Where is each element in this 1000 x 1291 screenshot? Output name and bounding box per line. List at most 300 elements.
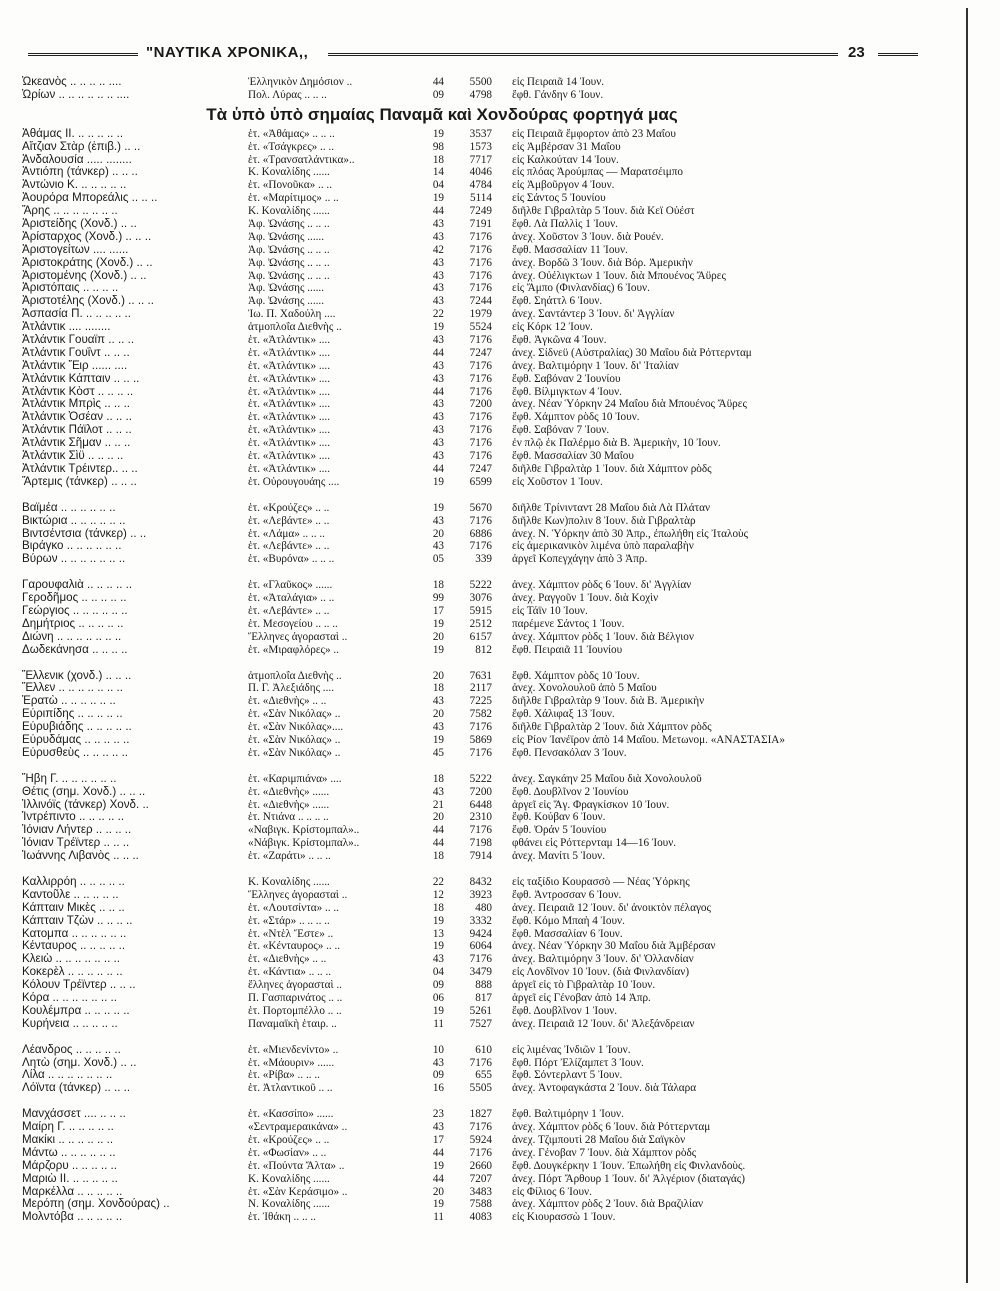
build-year: 18: [432, 579, 444, 592]
ship-row: [22, 528, 862, 541]
build-year: 43: [432, 437, 444, 450]
ship-listing: [22, 76, 862, 1224]
ship-row: [22, 192, 862, 205]
tonnage: 9424: [469, 927, 492, 940]
ship-group: [22, 579, 862, 656]
build-year: 43: [432, 411, 444, 424]
ship-name: Γαρουφαλιὰ .. .. .. .. ..: [22, 579, 133, 592]
ship-status: ἔφθ. Κούβαν 6 Ἰουν.: [512, 811, 606, 824]
ship-status: εἰς Καλκούταν 14 Ἰουν.: [512, 153, 619, 166]
section-title: Τὰ ὑπὸ ὑπὸ σημαίας Παναμᾶ καὶ Χονδούρας φορτηγά μας: [206, 104, 678, 124]
ship-row: [22, 218, 862, 231]
ship-owner: ἑτ. «Βυρόνα» .. .. ..: [248, 553, 335, 566]
ship-status: ἀνεχ. Χάμπτον ρὸδς 6 Ἰουν. διὰ Ρόττερνταμ: [512, 1121, 711, 1134]
tonnage: 7176: [469, 230, 492, 243]
build-year: 11: [433, 1211, 444, 1224]
ship-name: Γεροδῆμος .. .. .. .. ..: [22, 592, 127, 605]
ship-row: [22, 1057, 862, 1070]
ship-owner: Ἀφ. Ὠνάσης ......: [248, 282, 325, 295]
ship-owner: ἑτ. «Κένταυρος» .. ..: [248, 940, 341, 953]
tonnage: 7176: [469, 953, 492, 966]
ship-status: ἀνεχ. Γένοβαν 7 Ἰουν. διὰ Χάμπτον ρὸδς: [512, 1146, 697, 1159]
ship-owner: ἑτ. «Λεβάντε» .. ..: [248, 540, 330, 553]
ship-name: Κυρήνεια .. .. .. .. ..: [22, 1017, 118, 1030]
ship-row: [22, 424, 862, 437]
build-year: 43: [432, 695, 444, 708]
ship-owner: «Σεντραμεραικάνα» ..: [248, 1121, 348, 1134]
ship-row: [22, 437, 862, 450]
build-year: 18: [432, 772, 444, 785]
ship-status: ἔφθ. Χάμπτον ρὸδς 10 Ἰουν.: [512, 669, 640, 682]
group-separator: [22, 863, 862, 876]
ship-row: [22, 837, 862, 850]
build-year: 43: [432, 359, 444, 372]
ship-owner: ἑτ. «Ἀτλάντικ» ....: [248, 437, 331, 450]
ship-owner: ἑτ. «Ἀτλάντικ» ....: [248, 450, 331, 463]
ship-row: [22, 128, 862, 141]
build-year: 98: [432, 140, 444, 153]
ship-name: Λίλα .. .. .. .. .. .. ..: [22, 1069, 113, 1082]
ship-status: ἀνεχ. Βορδῶ 3 Ἰουν. διὰ Βόρ. Ἀμερικὴν: [512, 256, 693, 269]
ship-owner: ἑτ. «Διεθνὴς» ......: [248, 798, 330, 811]
ship-status: εἰς Κιουρασσὼ 1 Ἰουν.: [512, 1211, 616, 1224]
ship-owner: ἑτ. «Ρίβα» .. .. ..: [248, 1069, 320, 1082]
tonnage: 3923: [469, 888, 492, 901]
ship-status: εἰς Ἀμβέρσαν 31 Μαΐου: [512, 140, 621, 153]
ship-row: [22, 850, 862, 863]
ship-name: Μαριὼ ΙΙ. .. .. .. .. ..: [22, 1172, 118, 1185]
ship-owner: ἑτ. «Πονοῦκα» .. ..: [248, 179, 333, 192]
ship-name: Ὠκεανὸς .. .. .. .. ....: [22, 76, 122, 88]
tonnage: 5505: [469, 1082, 492, 1095]
ship-owner: Ν. Κοναλίδης ......: [248, 1198, 330, 1211]
ship-row: [22, 154, 862, 167]
ship-name: Μαίρη Γ. .. .. .. .. ..: [22, 1121, 114, 1134]
ship-name: Κατομπα .. .. .. .. .. ..: [22, 927, 127, 940]
build-year: 43: [432, 334, 444, 347]
ship-status: ἀνεχ. Πειραιᾶ 12 Ἰουν. δι' ἀνοικτὸν πέλαγος: [512, 901, 711, 914]
ship-name: Κοκερὲλ .. .. .. .. .. ..: [22, 966, 123, 979]
ship-row: [22, 979, 862, 992]
ship-owner: Κ. Κοναλίδης ......: [248, 875, 330, 888]
ship-status: εἰς Χοῦστον 1 Ἰουν.: [512, 475, 603, 488]
tonnage: 7176: [469, 540, 492, 553]
ship-status: διῆλθε Γιβραλτὰρ 2 Ἰουν. διὰ Χάμπτον ρὸδς: [512, 721, 712, 734]
tonnage: 5869: [469, 733, 492, 746]
ship-row: [22, 141, 862, 154]
ship-row: [22, 1173, 862, 1186]
build-year: 44: [432, 76, 444, 88]
ship-name: Μακίκι .. .. .. .. .. ..: [22, 1134, 114, 1147]
ship-name: Ἐρατὼ .. .. .. .. .. ..: [22, 695, 116, 708]
ship-status: ἔφθ. Σαβόναν 7 Ἰουν.: [512, 424, 610, 437]
build-year: 19: [432, 914, 444, 927]
build-year: 20: [432, 811, 444, 824]
build-year: 42: [432, 243, 444, 256]
ship-row: [22, 889, 862, 902]
ship-row: [22, 295, 862, 308]
ship-name: Ἥβη Γ. .. .. .. .. .. ..: [22, 772, 117, 785]
ship-name: Βιράγκο .. .. .. .. .. ..: [22, 540, 122, 553]
ship-row: [22, 811, 862, 824]
build-year: 05: [432, 553, 444, 566]
ship-name: Ἀτλάντικ Γουΐντ .. .. ..: [22, 346, 130, 359]
build-year: 09: [432, 979, 444, 992]
tonnage: 5924: [469, 1134, 492, 1147]
ship-status: ἔφθ. Δουβλῖνον 1 Ἰουν.: [512, 1004, 618, 1017]
tonnage: 7588: [469, 1198, 492, 1211]
ship-name: Μανχάσσετ .... .. .. ..: [22, 1108, 126, 1121]
ship-row: [22, 1044, 862, 1057]
ship-name: Ἀτλάντικ Ὀσέαν .. .. ..: [22, 411, 133, 424]
tonnage: 3483: [469, 1185, 492, 1198]
build-year: 16: [432, 1082, 444, 1095]
ship-status: ἀργεῖ εἰς τὸ Γιβραλτὰρ 10 Ἰουν.: [512, 979, 656, 992]
build-year: 17: [432, 604, 444, 617]
ship-owner: ἑτ. «Διεθνὴς» ......: [248, 785, 330, 798]
ship-owner: ἑτ. «Ἀθάμας» .. .. ..: [248, 127, 335, 140]
page-edge: [966, 8, 968, 1283]
ship-row: [22, 734, 862, 747]
tonnage: 7176: [469, 359, 492, 372]
ship-name: Εὐρυσθεὺς .. .. .. .. ..: [22, 746, 129, 759]
build-year: 19: [432, 475, 444, 488]
build-year: 04: [432, 179, 444, 192]
tonnage: 7176: [469, 282, 492, 295]
ship-name: Εὐρυβιάδης .. .. .. .. ..: [22, 721, 132, 734]
ship-status: ἔφθ. Χάμπτον ρὸδς 10 Ἰουν.: [512, 411, 640, 424]
build-year: 19: [432, 733, 444, 746]
ship-name: Κόρα .. .. .. .. .. .. ..: [22, 992, 117, 1004]
ship-name: Ἀτλάντικ .... ........: [22, 321, 111, 334]
build-year: 44: [432, 1146, 444, 1159]
ship-row: [22, 786, 862, 799]
tonnage: 7176: [469, 437, 492, 450]
ship-name: Ἄρης .. .. .. .. .. .. ..: [22, 205, 118, 218]
ship-owner: Ἀφ. Ὠνάσης .. .. ..: [248, 218, 330, 231]
ship-status: εἰς ταξίδιο Κουρασσὸ — Νέας Ὑόρκης: [512, 875, 690, 888]
ship-status: ἀνεχ. Σαγκάην 25 Μαΐου διὰ Χονολουλοῦ: [512, 772, 702, 785]
ship-name: Ἀσπασία Π. .. .. .. .. ..: [22, 308, 131, 321]
ship-owner: Πολ. Λύρας .. .. ..: [248, 88, 327, 101]
ship-status: εἰς Ἀμβοῦργον 4 Ἰουν.: [512, 179, 615, 192]
build-year: 43: [432, 282, 444, 295]
ship-name: Δωδεκάνησα .. .. .. ..: [22, 643, 128, 656]
ship-owner: Παναμαϊκὴ ἑταιρ. ..: [248, 1017, 337, 1030]
ship-owner: ἑτ. «Λουτσίντα» .. ..: [248, 901, 339, 914]
ship-status: ἀνεχ. Ν. Ὑόρκην ἀπὸ 30 Ἀπρ., ἐπωλήθη εἰς Ἰταλοὺς: [512, 527, 749, 540]
build-year: 20: [432, 527, 444, 540]
header-rule-left: [28, 53, 138, 56]
ship-status: ἔφθ. Μασσαλίαν 11 Ἰουν.: [512, 243, 628, 256]
ship-status: ἔφθ. Ἀγκῶνα 4 Ἰουν.: [512, 334, 607, 347]
ship-status: ἀνεχ. Χονολουλοῦ ἀπὸ 5 Μαΐου: [512, 682, 657, 695]
page-header: [28, 44, 918, 64]
ship-row: [22, 1198, 862, 1211]
ship-name: Διώνη .. .. .. .. .. .. ..: [22, 630, 122, 643]
ship-group: [22, 1044, 862, 1096]
tonnage: 6448: [469, 798, 492, 811]
ship-owner: ἑτ. «Μιενδενίντο» ..: [248, 1043, 339, 1056]
tonnage: 7207: [469, 1172, 492, 1185]
ship-status: εἰς πλόας Ἀρούμπας — Μαρατσέιμπο: [512, 166, 683, 179]
build-year: 19: [432, 321, 444, 334]
ship-status: ἀνεχ. Χοῦστον 3 Ἰουν. διὰ Ρουέν.: [512, 230, 664, 243]
tonnage: 7176: [469, 269, 492, 282]
ship-group: [22, 128, 862, 489]
ship-status: ἀνεχ. Ραγγοῦν 1 Ἰουν. διὰ Κοχὶν: [512, 592, 659, 605]
build-year: 43: [432, 514, 444, 527]
ship-row: [22, 244, 862, 257]
ship-row: [22, 347, 862, 360]
build-year: 43: [432, 372, 444, 385]
ship-name: Ἀτλάντικ Σὶϋ .. .. .. ..: [22, 450, 124, 463]
ship-row: [22, 205, 862, 218]
build-year: 09: [432, 88, 444, 101]
ship-row: [22, 940, 862, 953]
ship-status: ἀνεχ. Πειραιᾶ 12 Ἰουν. δι' Ἀλεξάνδρειαν: [512, 1017, 695, 1030]
ship-name: Μολντόβα .. .. .. .. ..: [22, 1211, 123, 1224]
ship-status: διῆλθε Γιβραλτὰρ 1 Ἰουν. διὰ Χάμπτον ρὸδς: [512, 462, 712, 475]
ship-owner: ἑτ. «Διεθνὴς» .. ..: [248, 695, 327, 708]
ship-row: [22, 631, 862, 644]
build-year: 43: [432, 230, 444, 243]
ship-name: Ἕλλεν .. .. .. .. .. .. ..: [22, 682, 123, 695]
ship-status: ἔφθ. Δουβλῖνον 2 Ἰουνίου: [512, 785, 629, 798]
ship-owner: ἑτ. Ἰθάκη .. .. ..: [248, 1211, 316, 1224]
ship-owner: Ἕλληνες ἀγορασταὶ ..: [248, 630, 348, 643]
group-separator: [22, 1095, 862, 1108]
build-year: 44: [432, 385, 444, 398]
ship-name: Ἀτλάντικ Μπρὶς .. .. ..: [22, 398, 131, 411]
ship-owner: Ἀφ. Ὠνάσης ......: [248, 230, 325, 243]
ship-group: [22, 670, 862, 760]
tonnage: 5222: [469, 579, 492, 592]
page-number: 23: [848, 44, 865, 61]
tonnage: 5114: [470, 192, 492, 205]
ship-owner: ἀτμοπλοΐα Διεθνὴς ..: [248, 321, 342, 334]
ship-name: Μάρζορυ .. .. .. .. ..: [22, 1159, 117, 1172]
ship-name: Μάντω .. .. .. .. .. ..: [22, 1146, 116, 1159]
ship-name: Ἰλλινόϊς (τάνκερ) Χονδ. ..: [22, 798, 149, 811]
ship-status: ἔφθ. Γάνδην 6 Ἰουν.: [512, 88, 604, 101]
ship-row: [22, 76, 862, 89]
ship-row: [22, 540, 862, 553]
ship-owner: ἑτ. «Ἀτλάντικ» ....: [248, 424, 331, 437]
ship-row: [22, 515, 862, 528]
ship-name: Κάπταιν Μικὲς .. .. ..: [22, 901, 125, 914]
ship-status: ἔφθ. Σηάττλ 6 Ἰουν.: [512, 295, 603, 308]
ship-row: [22, 695, 862, 708]
ship-owner: ἑτ. «Τσάγκρες» .. ..: [248, 140, 335, 153]
ship-name: Βαϊμέα .. .. .. .. .. ..: [22, 501, 116, 514]
ship-status: φθάνει εἰς Ρόττερνταμ 14—16 Ἰουν.: [512, 837, 677, 850]
ship-status: ἔφθ. Πόρτ Ἐλίζαμπετ 3 Ἰουν.: [512, 1056, 644, 1069]
build-year: 10: [432, 1043, 444, 1056]
tonnage: 7176: [469, 372, 492, 385]
tonnage: 4083: [469, 1211, 492, 1224]
ship-owner: Κ. Κοναλίδης ......: [248, 205, 330, 218]
tonnage: 7176: [469, 721, 492, 734]
ship-name: Ἀντιόπη (τάνκερ) .. .. ..: [22, 166, 138, 179]
ship-row: [22, 592, 862, 605]
build-year: 44: [432, 462, 444, 475]
build-year: 21: [432, 798, 444, 811]
ship-row: [22, 928, 862, 941]
ship-owner: «Νάβιγκ. Κρίστομπαλ»..: [248, 837, 360, 850]
ship-row: [22, 708, 862, 721]
ship-owner: ἑτ. «Ἀτλάντικ» ....: [248, 334, 331, 347]
ship-row: [22, 1211, 862, 1224]
ship-name: Κλειὼ .. .. .. .. .. .. ..: [22, 953, 120, 966]
ship-row: [22, 992, 862, 1005]
ship-owner: ἑτ. «Ἀτλάντικ» ....: [248, 346, 331, 359]
ship-status: εἰς Ρίον Ἰανέϊρον ἀπὸ 14 Μαΐου. Μετωνομ. «ΑΝΑΣΤΑΣΙΑ»: [512, 733, 785, 746]
build-year: 20: [432, 1185, 444, 1198]
tonnage: 2660: [469, 1159, 492, 1172]
build-year: 45: [432, 746, 444, 759]
tonnage: 7176: [469, 385, 492, 398]
ship-status: ἀνεχ. Χάμπτον ρὸδς 2 Ἰουν. διὰ Βραζιλίαν: [512, 1198, 704, 1211]
ship-owner: ἑτ. «Φωσίαν» .. ..: [248, 1146, 327, 1159]
ship-owner: ἑτ. «Ζαράτι» .. .. ..: [248, 850, 331, 863]
ship-status: ἔφθ. Λὰ Παλλὶς 1 Ἰουν.: [512, 218, 618, 231]
tonnage: 5500: [469, 76, 492, 88]
build-year: 19: [432, 1004, 444, 1017]
build-year: 43: [432, 269, 444, 282]
ship-row: [22, 670, 862, 683]
tonnage: 7176: [469, 424, 492, 437]
ship-status: εἰς λιμένας Ἰνδιῶν 1 Ἰουν.: [512, 1043, 631, 1056]
tonnage: 7176: [469, 411, 492, 424]
build-year: 19: [432, 501, 444, 514]
ship-status: ἔφθ. Ὀράν 5 Ἰουνίου: [512, 824, 607, 837]
ship-owner: ἑτ. «Ἀτλάντικ» ....: [248, 385, 331, 398]
ship-row: [22, 386, 862, 399]
ship-status: ἔφθ. Δουγκέρκην 1 Ἰουν. Ἐπωλήθη εἰς Φινλανδοὺς.: [512, 1159, 746, 1172]
tonnage: 7244: [469, 295, 492, 308]
ship-name: Ἀρίσταρχος (Χονδ.) .. .. ..: [22, 230, 152, 243]
ship-status: ἀνεχ. Τζιμπουτὶ 28 Μαΐου διὰ Σαϊγκὸν: [512, 1134, 686, 1147]
ship-status: εἰς Πειραιᾶ 14 Ἰουν.: [512, 76, 605, 88]
build-year: 43: [432, 218, 444, 231]
ship-owner: Ἀφ. Ὠνάσης .. .. ..: [248, 269, 330, 282]
ship-name: Ἀριστοκράτης (Χονδ.) .. ..: [22, 256, 153, 269]
ship-name: Γεώργιος .. .. .. .. .. ..: [22, 604, 128, 617]
ship-owner: ἑτ. «Πούντα Ἄλτα» ..: [248, 1159, 345, 1172]
ship-status: ἀνεχ. Νέαν Ὑόρκην 24 Μαΐου διὰ Μπουένος Ἄϋρες: [512, 398, 747, 411]
ship-owner: ἕλληνες ἀγορασταὶ ..: [248, 979, 342, 992]
ship-name: Ἀτλάντικ Κὸστ .. .. .. ..: [22, 385, 134, 398]
ship-group: [22, 502, 862, 566]
tonnage: 7176: [469, 824, 492, 837]
build-year: 04: [432, 966, 444, 979]
ship-status: ἀνεχ. Μανίτι 5 Ἰουν.: [512, 850, 605, 863]
ship-row: [22, 398, 862, 411]
build-year: 20: [432, 630, 444, 643]
ship-status: ἐν πλῷ ἐκ Παλέρμο διὰ Β. Ἀμερικὴν, 10 Ἰουν.: [512, 437, 721, 450]
ship-owner: ἑτ. «Σὰν Κεράσιμο» ..: [248, 1185, 348, 1198]
ship-name: Ἀτλάντικ Κάπταιν .. .. ..: [22, 372, 140, 385]
ship-owner: ἑτ. «Καριμπιάνα» ....: [248, 772, 342, 785]
build-year: 22: [432, 875, 444, 888]
ship-name: Ἀτλάντικ Ἔιρ ...... ....: [22, 359, 128, 372]
build-year: 20: [432, 669, 444, 682]
ship-name: Λέανδρος .. .. .. .. ..: [22, 1043, 121, 1056]
tonnage: 2310: [469, 811, 492, 824]
ship-name: Λόϊντα (τάνκερ) .. .. ..: [22, 1082, 131, 1095]
ship-row: [22, 321, 862, 334]
tonnage: 817: [475, 992, 492, 1004]
ship-row: [22, 89, 862, 102]
ship-owner: ἑτ. «Λεβάντε» .. ..: [248, 604, 330, 617]
tonnage: 4046: [469, 166, 492, 179]
ship-status: εἰς Τάϊν 10 Ἰουν.: [512, 604, 588, 617]
tonnage: 480: [475, 901, 492, 914]
ship-owner: ἑτ. «Λεβάντε» .. ..: [248, 514, 330, 527]
ship-row: [22, 1134, 862, 1147]
ship-owner: ἑτ. Ντιάνα .. .. .. ..: [248, 811, 329, 824]
ship-status: εἰς Λονδῖνον 10 Ἰουν. (διὰ Φινλανδίαν): [512, 966, 690, 979]
tonnage: 6157: [469, 630, 492, 643]
ship-owner: ἑτ. Πορτομπέλλο .. ..: [248, 1004, 342, 1017]
build-year: 19: [432, 1198, 444, 1211]
tonnage: 7176: [469, 1146, 492, 1159]
build-year: 43: [432, 953, 444, 966]
ship-status: διῆλθε Κων)πολιν 8 Ἰουν. διὰ Γιβραλτὰρ: [512, 514, 696, 527]
build-year: 14: [432, 166, 444, 179]
ship-name: Ἰόνιαν Τρέϊντερ .. .. ..: [22, 837, 130, 850]
ship-group: [22, 1108, 862, 1224]
ship-name: Ἀριστοτέλης (Χονδ.) .. .. ..: [22, 295, 154, 308]
ship-owner: ἑτ. «Μιραφλόρες» ..: [248, 643, 339, 656]
ship-row: [22, 502, 862, 515]
ship-row: [22, 618, 862, 631]
ship-owner: ἑτ. «Ἀταλάγια» .. ..: [248, 592, 335, 605]
build-year: 09: [432, 1069, 444, 1082]
ship-name: Ἀριστείδης (Χονδ.) .. ..: [22, 218, 137, 231]
ship-owner: Κ. Κοναλίδης ......: [248, 1172, 330, 1185]
ship-row: [22, 166, 862, 179]
tonnage: 7176: [469, 256, 492, 269]
ship-row: [22, 553, 862, 566]
ship-name: Ἰντρέπιντο .. .. .. .. ..: [22, 811, 125, 824]
ship-name: Εὐριπίδης .. .. .. .. ..: [22, 708, 123, 721]
build-year: 43: [432, 424, 444, 437]
build-year: 19: [432, 1159, 444, 1172]
ship-status: ἀνεχ. Χάμπτον ρὸδς 6 Ἰουν. δι' Ἀγγλίαν: [512, 579, 692, 592]
ship-owner: ἑτ. «Διεθνὴς» .. ..: [248, 953, 327, 966]
ship-status: ἔφθ. Κόμο Μπαὴ 4 Ἰουν.: [512, 914, 625, 927]
tonnage: 5222: [469, 772, 492, 785]
ship-row: [22, 579, 862, 592]
ship-row: [22, 282, 862, 295]
ship-name: Ἕλλενικ (χονδ.) .. .. ..: [22, 669, 132, 682]
build-year: 23: [432, 1108, 444, 1121]
tonnage: 7914: [469, 850, 492, 863]
ship-row: [22, 463, 862, 476]
build-year: 43: [432, 721, 444, 734]
ship-row: [22, 1005, 862, 1018]
build-year: 44: [432, 205, 444, 218]
ship-row: [22, 360, 862, 373]
ship-name: Ἀτλάντικ Σῆμαν .. .. ..: [22, 437, 131, 450]
tonnage: 7176: [469, 1056, 492, 1069]
ship-status: ἀνεχ. Χάμπτον ρὸδς 1 Ἰουν. διὰ Βέλγιον: [512, 630, 694, 643]
ship-owner: ἑτ. «Ἀτλάντικ» ....: [248, 372, 331, 385]
ship-name: Ἰωάννης Λιβανὸς .. .. ..: [22, 850, 139, 863]
ship-status: ἀνεχ. Σίδνεϋ (Αὐστραλίας) 30 Μαΐου διὰ Ρόττερνταμ: [512, 346, 752, 359]
